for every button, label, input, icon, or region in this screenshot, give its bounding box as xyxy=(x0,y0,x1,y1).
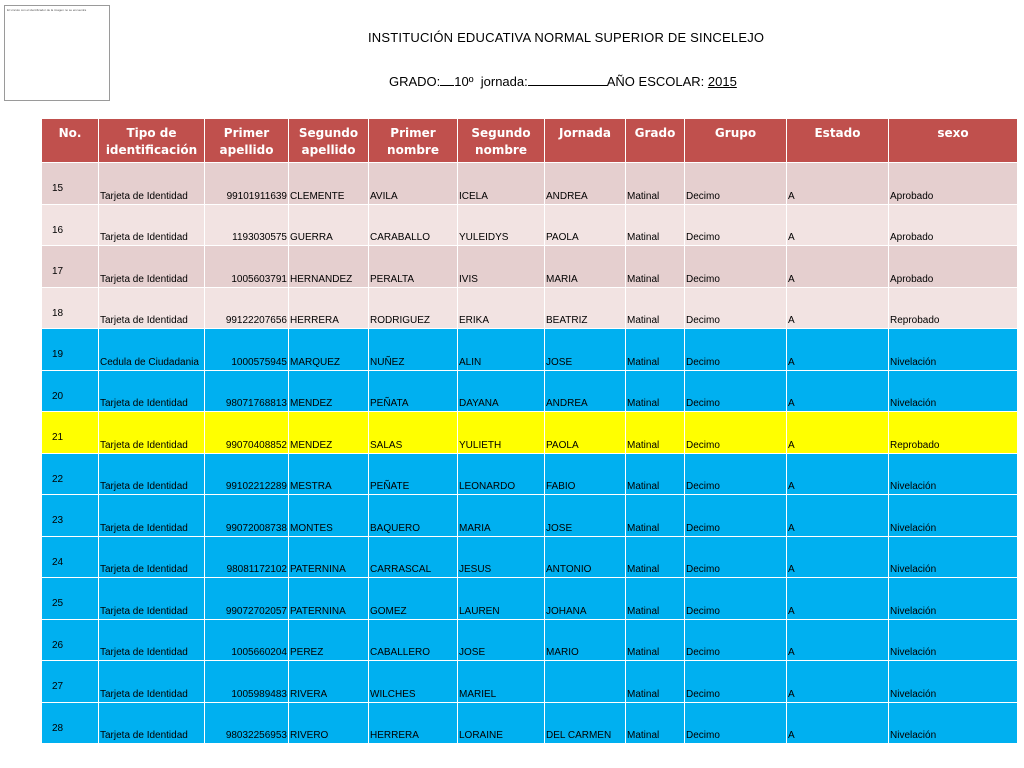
jornada-cell: Matinal xyxy=(626,163,685,205)
estado-cell: Nivelación xyxy=(889,661,1018,703)
table-row xyxy=(42,702,1018,744)
jornada-cell: Matinal xyxy=(626,702,685,744)
segundo-apellido-cell: GOMEZ xyxy=(369,578,458,620)
primer-nombre-cell: LORAINE xyxy=(458,702,545,744)
primer-apellido-cell: MONTES xyxy=(289,495,369,537)
table-row xyxy=(42,246,1018,288)
id-number-cell: 1005989483 xyxy=(205,661,289,703)
students-table xyxy=(41,118,1018,744)
grado-value: 10º xyxy=(454,74,474,89)
primer-apellido-cell: PATERNINA xyxy=(289,578,369,620)
tipo-cell: Tarjeta de Identidad xyxy=(99,495,205,537)
estado-cell: Nivelación xyxy=(889,702,1018,744)
table-row xyxy=(42,412,1018,454)
estado-cell: Aprobado xyxy=(889,204,1018,246)
id-number-cell: 98032256953 xyxy=(205,702,289,744)
segundo-nombre-cell: FABIO xyxy=(545,453,626,495)
grado-cell: Decimo xyxy=(685,329,787,371)
grado-cell: Decimo xyxy=(685,495,787,537)
jornada-cell: Matinal xyxy=(626,495,685,537)
estado-cell: Aprobado xyxy=(889,163,1018,205)
segundo-apellido-cell: RODRIGUEZ xyxy=(369,287,458,329)
segundo-apellido-cell: SALAS xyxy=(369,412,458,454)
id-number-cell: 1005660204 xyxy=(205,619,289,661)
no-cell: 28 xyxy=(42,702,99,744)
col-primer-apellido-header: Primer apellido xyxy=(205,119,289,163)
primer-nombre-cell: YULEIDYS xyxy=(458,204,545,246)
estado-cell: Aprobado xyxy=(889,246,1018,288)
grado-label: GRADO: xyxy=(389,74,441,89)
grado-cell: Decimo xyxy=(685,204,787,246)
estado-cell: Reprobado xyxy=(889,287,1018,329)
no-cell: 22 xyxy=(42,453,99,495)
grupo-cell: A xyxy=(787,661,889,703)
estado-cell: Nivelación xyxy=(889,619,1018,661)
no-cell: 18 xyxy=(42,287,99,329)
grupo-cell: A xyxy=(787,370,889,412)
jornada-cell: Matinal xyxy=(626,329,685,371)
estado-cell: Nivelación xyxy=(889,370,1018,412)
segundo-nombre-cell: ANTONIO xyxy=(545,536,626,578)
primer-apellido-cell: RIVERO xyxy=(289,702,369,744)
segundo-nombre-cell: ANDREA xyxy=(545,163,626,205)
jornada-cell: Matinal xyxy=(626,204,685,246)
jornada-cell: Matinal xyxy=(626,661,685,703)
primer-nombre-cell: ERIKA xyxy=(458,287,545,329)
grado-cell: Decimo xyxy=(685,287,787,329)
col-sexo-header: sexo xyxy=(889,119,1018,163)
id-number-cell: 99122207656 xyxy=(205,287,289,329)
grado-cell: Decimo xyxy=(685,536,787,578)
no-cell: 27 xyxy=(42,661,99,703)
tipo-cell: Tarjeta de Identidad xyxy=(99,370,205,412)
col-segundo-nombre-header: Segundo nombre xyxy=(458,119,545,163)
grade-line xyxy=(389,74,737,89)
primer-nombre-cell: JOSE xyxy=(458,619,545,661)
primer-apellido-cell: MESTRA xyxy=(289,453,369,495)
estado-cell: Nivelación xyxy=(889,536,1018,578)
col-primer-nombre-header: Primer nombre xyxy=(369,119,458,163)
no-cell: 23 xyxy=(42,495,99,537)
segundo-apellido-cell: WILCHES xyxy=(369,661,458,703)
tipo-cell: Tarjeta de Identidad xyxy=(99,702,205,744)
grupo-cell: A xyxy=(787,204,889,246)
id-number-cell: 1193030575 xyxy=(205,204,289,246)
no-cell: 16 xyxy=(42,204,99,246)
grado-cell: Decimo xyxy=(685,412,787,454)
primer-nombre-cell: LAUREN xyxy=(458,578,545,620)
segundo-nombre-cell: DEL CARMEN xyxy=(545,702,626,744)
segundo-apellido-cell: BAQUERO xyxy=(369,495,458,537)
segundo-nombre-cell: ANDREA xyxy=(545,370,626,412)
table-row xyxy=(42,329,1018,371)
segundo-apellido-cell: HERRERA xyxy=(369,702,458,744)
no-cell: 26 xyxy=(42,619,99,661)
jornada-cell: Matinal xyxy=(626,287,685,329)
primer-apellido-cell: MARQUEZ xyxy=(289,329,369,371)
primer-apellido-cell: MENDEZ xyxy=(289,370,369,412)
segundo-nombre-cell: PAOLA xyxy=(545,412,626,454)
primer-nombre-cell: IVIS xyxy=(458,246,545,288)
no-cell: 19 xyxy=(42,329,99,371)
tipo-cell: Tarjeta de Identidad xyxy=(99,578,205,620)
estado-cell: Nivelación xyxy=(889,578,1018,620)
primer-apellido-cell: GUERRA xyxy=(289,204,369,246)
tipo-cell: Tarjeta de Identidad xyxy=(99,453,205,495)
segundo-nombre-cell: JOSE xyxy=(545,495,626,537)
segundo-apellido-cell: PERALTA xyxy=(369,246,458,288)
no-cell: 15 xyxy=(42,163,99,205)
primer-nombre-cell: ALIN xyxy=(458,329,545,371)
segundo-nombre-cell: BEATRIZ xyxy=(545,287,626,329)
jornada-blank xyxy=(528,74,607,86)
anio-label: AÑO ESCOLAR: xyxy=(606,74,705,89)
table-row xyxy=(42,163,1018,205)
id-number-cell: 99070408852 xyxy=(205,412,289,454)
grupo-cell: A xyxy=(787,453,889,495)
id-number-cell: 98071768813 xyxy=(205,370,289,412)
segundo-nombre-cell: MARIA xyxy=(545,246,626,288)
id-number-cell: 99101911639 xyxy=(205,163,289,205)
tipo-cell: Tarjeta de Identidad xyxy=(99,661,205,703)
no-cell: 21 xyxy=(42,412,99,454)
jornada-cell: Matinal xyxy=(626,578,685,620)
estado-cell: Reprobado xyxy=(889,412,1018,454)
jornada-cell: Matinal xyxy=(626,246,685,288)
grado-cell: Decimo xyxy=(685,163,787,205)
table-row xyxy=(42,578,1018,620)
jornada-cell: Matinal xyxy=(626,453,685,495)
grado-cell: Decimo xyxy=(685,702,787,744)
no-cell: 25 xyxy=(42,578,99,620)
tipo-cell: Tarjeta de Identidad xyxy=(99,287,205,329)
estado-cell: Nivelación xyxy=(889,453,1018,495)
grupo-cell: A xyxy=(787,246,889,288)
grado-cell: Decimo xyxy=(685,453,787,495)
table-row xyxy=(42,661,1018,703)
tipo-cell: Tarjeta de Identidad xyxy=(99,204,205,246)
broken-image-text: El vínculo con el identificador de la imagen no se encuentra xyxy=(7,8,87,12)
segundo-apellido-cell: NUÑEZ xyxy=(369,329,458,371)
col-jornada-header: Jornada xyxy=(545,119,626,163)
table-header-row xyxy=(42,119,1018,163)
grado-cell: Decimo xyxy=(685,619,787,661)
jornada-cell: Matinal xyxy=(626,536,685,578)
primer-nombre-cell: JESUS xyxy=(458,536,545,578)
grupo-cell: A xyxy=(787,163,889,205)
segundo-apellido-cell: CARABALLO xyxy=(369,204,458,246)
col-estado-header: Estado xyxy=(787,119,889,163)
segundo-apellido-cell: PEÑATA xyxy=(369,370,458,412)
primer-nombre-cell: LEONARDO xyxy=(458,453,545,495)
primer-apellido-cell: RIVERA xyxy=(289,661,369,703)
id-number-cell: 99102212289 xyxy=(205,453,289,495)
id-number-cell: 1000575945 xyxy=(205,329,289,371)
col-no-header: No. xyxy=(42,119,99,163)
table-row xyxy=(42,536,1018,578)
grupo-cell: A xyxy=(787,702,889,744)
tipo-cell: Tarjeta de Identidad xyxy=(99,163,205,205)
tipo-cell: Tarjeta de Identidad xyxy=(99,246,205,288)
col-segundo-apellido-header: Segundo apellido xyxy=(289,119,369,163)
primer-nombre-cell: YULIETH xyxy=(458,412,545,454)
primer-apellido-cell: MENDEZ xyxy=(289,412,369,454)
id-number-cell: 98081172102 xyxy=(205,536,289,578)
primer-apellido-cell: PATERNINA xyxy=(289,536,369,578)
no-cell: 17 xyxy=(42,246,99,288)
segundo-nombre-cell: PAOLA xyxy=(545,204,626,246)
jornada-cell: Matinal xyxy=(626,370,685,412)
id-number-cell: 1005603791 xyxy=(205,246,289,288)
tipo-cell: Cedula de Ciudadania xyxy=(99,329,205,371)
jornada-cell: Matinal xyxy=(626,619,685,661)
col-grado-header: Grado xyxy=(626,119,685,163)
grupo-cell: A xyxy=(787,329,889,371)
tipo-cell: Tarjeta de Identidad xyxy=(99,619,205,661)
table-row xyxy=(42,204,1018,246)
grado-cell: Decimo xyxy=(685,246,787,288)
table-row xyxy=(42,495,1018,537)
col-tipo-identificacion-header: Tipo de identificación xyxy=(99,119,205,163)
id-number-cell: 99072008738 xyxy=(205,495,289,537)
grado-blank xyxy=(440,74,454,86)
table-row xyxy=(42,287,1018,329)
col-grupo-header: Grupo xyxy=(685,119,787,163)
grupo-cell: A xyxy=(787,536,889,578)
segundo-nombre-cell: JOSE xyxy=(545,329,626,371)
grado-cell: Decimo xyxy=(685,370,787,412)
grupo-cell: A xyxy=(787,619,889,661)
estado-cell: Nivelación xyxy=(889,495,1018,537)
primer-apellido-cell: HERNANDEZ xyxy=(289,246,369,288)
no-cell: 20 xyxy=(42,370,99,412)
segundo-apellido-cell: CARRASCAL xyxy=(369,536,458,578)
primer-apellido-cell: HERRERA xyxy=(289,287,369,329)
segundo-nombre-cell: MARIO xyxy=(545,619,626,661)
segundo-nombre-cell: JOHANA xyxy=(545,578,626,620)
segundo-apellido-cell: CABALLERO xyxy=(369,619,458,661)
grado-cell: Decimo xyxy=(685,578,787,620)
id-number-cell: 99072702057 xyxy=(205,578,289,620)
grupo-cell: A xyxy=(787,495,889,537)
table-body xyxy=(42,163,1018,744)
primer-nombre-cell: DAYANA xyxy=(458,370,545,412)
no-cell: 24 xyxy=(42,536,99,578)
primer-apellido-cell: PEREZ xyxy=(289,619,369,661)
jornada-cell: Matinal xyxy=(626,412,685,454)
grupo-cell: A xyxy=(787,287,889,329)
grupo-cell: A xyxy=(787,412,889,454)
primer-apellido-cell: CLEMENTE xyxy=(289,163,369,205)
logo-image-placeholder xyxy=(4,5,110,101)
grado-cell: Decimo xyxy=(685,661,787,703)
table-row xyxy=(42,370,1018,412)
table-row xyxy=(42,453,1018,495)
table-row xyxy=(42,619,1018,661)
anio-value: 2015 xyxy=(707,74,737,89)
institution-title: INSTITUCIÓN EDUCATIVA NORMAL SUPERIOR DE SINCELEJO xyxy=(368,30,765,45)
segundo-apellido-cell: AVILA xyxy=(369,163,458,205)
tipo-cell: Tarjeta de Identidad xyxy=(99,412,205,454)
estado-cell: Nivelación xyxy=(889,329,1018,371)
segundo-nombre-cell xyxy=(545,661,626,703)
grupo-cell: A xyxy=(787,578,889,620)
primer-nombre-cell: ICELA xyxy=(458,163,545,205)
tipo-cell: Tarjeta de Identidad xyxy=(99,536,205,578)
jornada-label: jornada: xyxy=(480,74,528,89)
segundo-apellido-cell: PEÑATE xyxy=(369,453,458,495)
primer-nombre-cell: MARIA xyxy=(458,495,545,537)
primer-nombre-cell: MARIEL xyxy=(458,661,545,703)
